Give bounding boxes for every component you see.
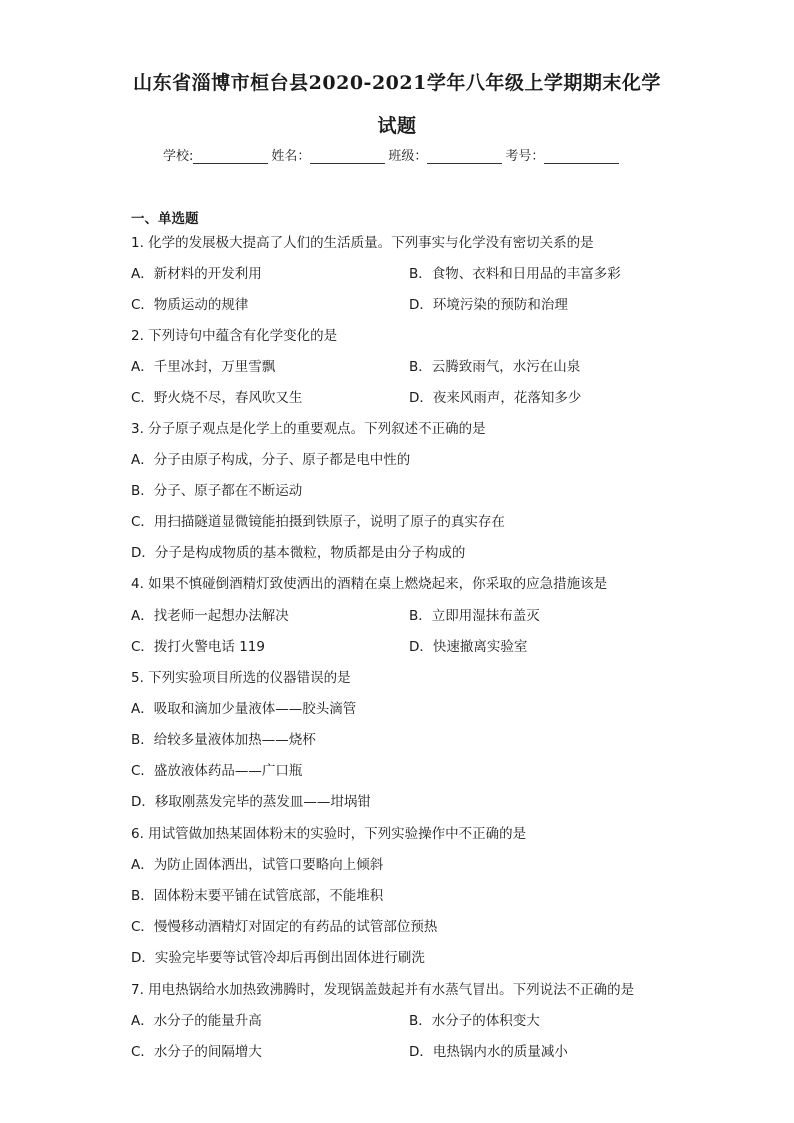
- option-d: D．移取刚蒸发完毕的蒸发皿——坩埚钳: [131, 794, 371, 810]
- option-b: B．食物、衣料和日用品的丰富多彩: [409, 266, 621, 282]
- option-a: A．水分子的能量升高: [131, 1013, 262, 1029]
- class-label: 班级：: [388, 149, 428, 164]
- question-stem: 4. 如果不慎碰倒酒精灯致使洒出的酒精在桌上燃烧起来，你采取的应急措施该是: [131, 576, 608, 592]
- option-b: B．固体粉末要平铺在试管底部，不能堆积: [131, 888, 384, 904]
- question-stem: 6. 用试管做加热某固体粉末的实验时，下列实验操作中不正确的是: [131, 826, 527, 842]
- option-b: B．分子、原子都在不断运动: [131, 483, 303, 499]
- option-b: B．给较多量液体加热——烧杯: [131, 732, 316, 748]
- option-c: C．野火烧不尽，春风吹又生: [131, 390, 303, 406]
- question-stem: 7. 用电热锅给水加热致沸腾时，发现锅盖鼓起并有水蒸气冒出。下列说法不正确的是: [131, 982, 635, 998]
- option-d: D．实验完毕要等试管冷却后再倒出固体进行刷洗: [131, 950, 425, 966]
- option-b: B．水分子的体积变大: [409, 1013, 540, 1029]
- option-a: A．吸取和滴加少量液体——胶头滴管: [131, 701, 357, 717]
- option-a: A．为防止固体洒出，试管口要略向上倾斜: [131, 857, 384, 873]
- class-blank[interactable]: [427, 149, 502, 164]
- option-a: A．找老师一起想办法解决: [131, 608, 289, 624]
- exam-number-label: 考号：: [505, 149, 545, 164]
- question-stem: 3. 分子原子观点是化学上的重要观点。下列叙述不正确的是: [131, 421, 486, 437]
- option-d: D．电热锅内水的质量减小: [409, 1044, 568, 1060]
- option-c: C．水分子的间隔增大: [131, 1044, 262, 1060]
- option-c: C．盛放液体药品——广口瓶: [131, 763, 303, 779]
- student-info-row: [163, 145, 622, 164]
- option-d: D．快速撤离实验室: [409, 639, 528, 655]
- option-a: A．千里冰封，万里雪飘: [131, 359, 276, 375]
- option-c: C．用扫描隧道显微镜能拍摄到铁原子，说明了原子的真实存在: [131, 514, 505, 530]
- exam-number-blank[interactable]: [544, 149, 619, 164]
- option-d: D．分子是构成物质的基本微粒，物质都是由分子构成的: [131, 545, 466, 561]
- option-c: C．物质运动的规律: [131, 297, 249, 313]
- document-title-line-1: 山东省淄博市桓台县2020-2021学年八年级上学期期末化学: [133, 72, 661, 94]
- name-label: 姓名：: [271, 149, 311, 164]
- name-blank[interactable]: [310, 149, 385, 164]
- option-c: C．拨打火警电话 119: [131, 639, 265, 655]
- school-blank[interactable]: [193, 149, 268, 164]
- question-stem: 1. 化学的发展极大提高了人们的生活质量。下列事实与化学没有密切关系的是: [131, 235, 594, 251]
- option-a: A．新材料的开发利用: [131, 266, 262, 282]
- option-b: B．立即用湿抹布盖灭: [409, 608, 540, 624]
- option-d: D．夜来风雨声，花落知多少: [409, 390, 582, 406]
- option-c: C．慢慢移动酒精灯对固定的有药品的试管部位预热: [131, 919, 438, 935]
- option-a: A．分子由原子构成，分子、原子都是电中性的: [131, 452, 411, 468]
- question-stem: 2. 下列诗句中蕴含有化学变化的是: [131, 328, 338, 344]
- school-label: 学校:: [163, 149, 194, 164]
- question-stem: 5. 下列实验项目所选的仪器错误的是: [131, 670, 351, 686]
- option-b: B．云腾致雨气，水污在山泉: [409, 359, 581, 375]
- option-d: D．环境污染的预防和治理: [409, 297, 568, 313]
- section-title: 一、单选题: [131, 211, 199, 227]
- document-title-line-2: 试题: [377, 115, 417, 137]
